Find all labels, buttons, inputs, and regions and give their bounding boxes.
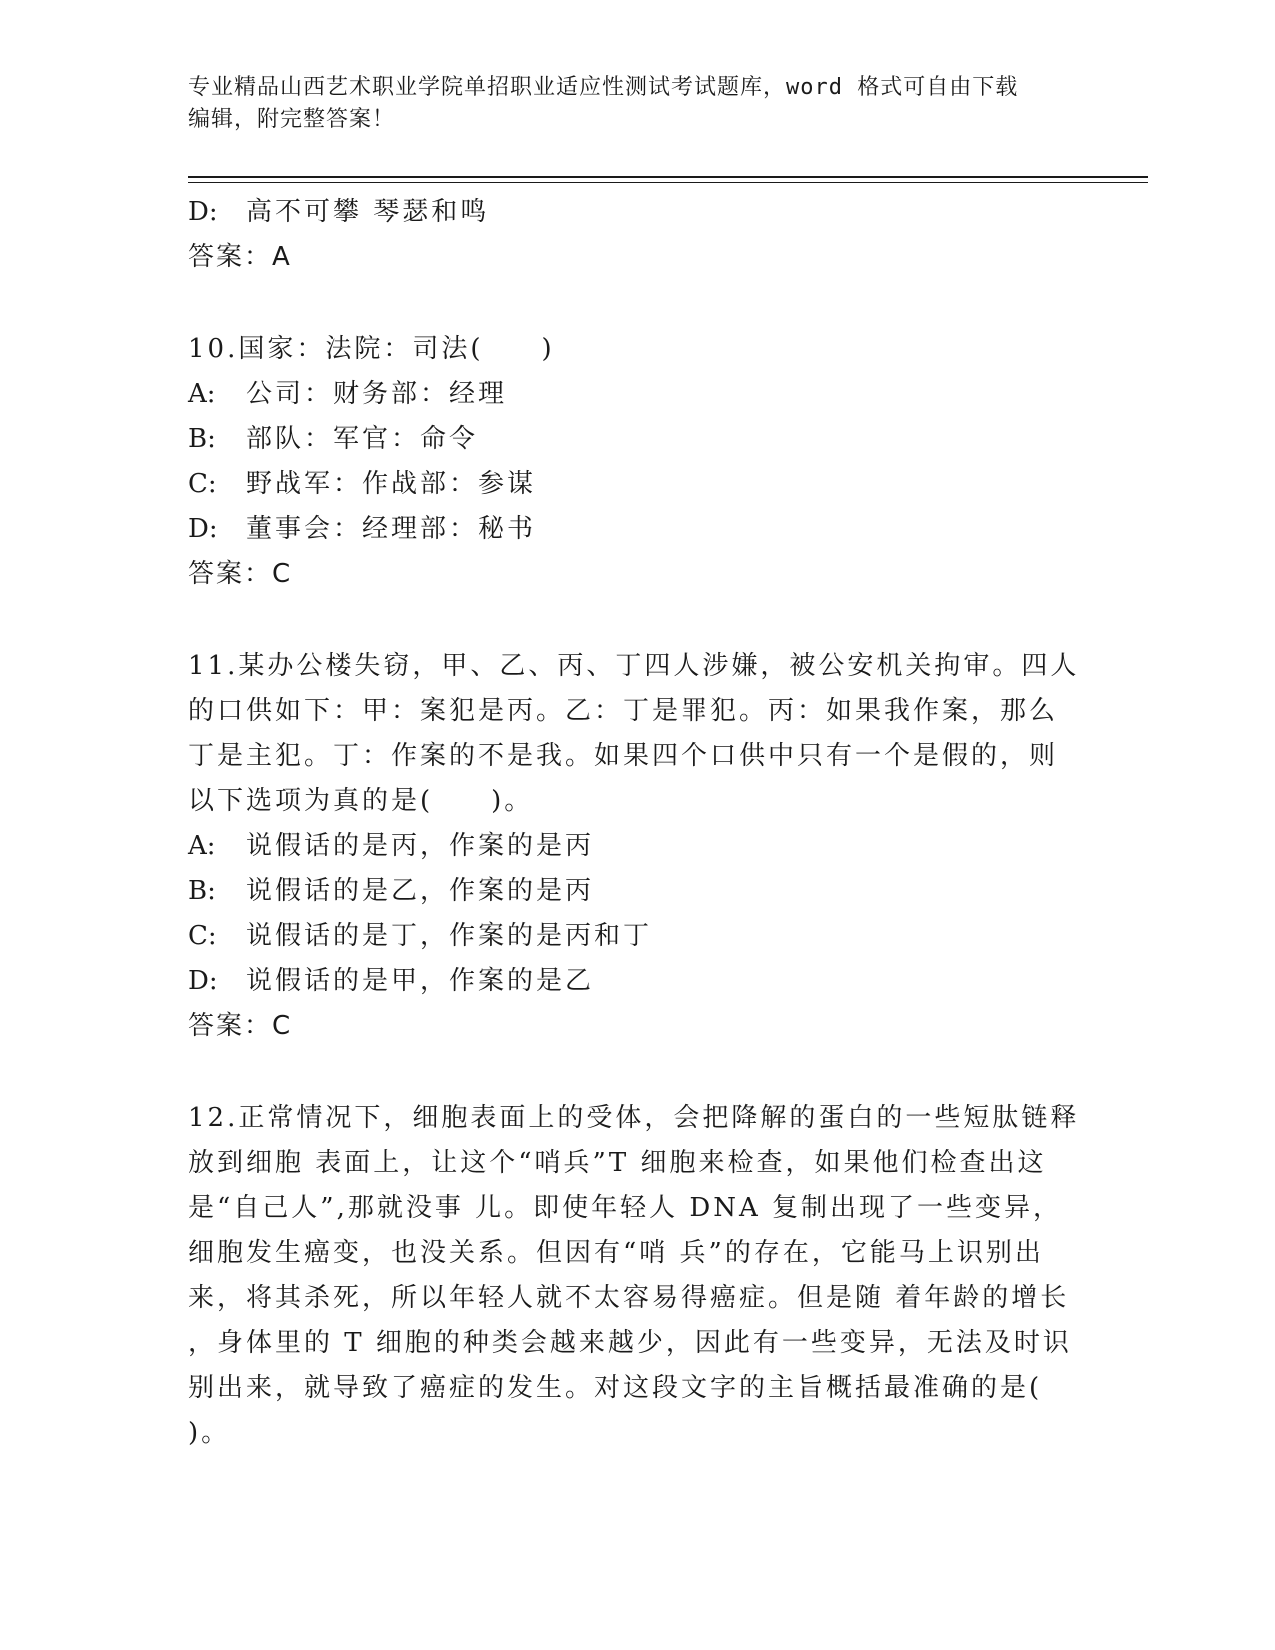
q12-stem-line-1: 12.正常情况下，细胞表面上的受体，会把降解的蛋白的一些短肽链释: [188, 1103, 1080, 1133]
q12-stem-line-4: 细胞发生癌变，也没关系。但因有“哨 兵”的存在，它能马上识别出: [188, 1238, 1044, 1268]
header-line-1: 专业精品山西艺术职业学院单招职业适应性测试考试题库，word 格式可自由下载: [188, 75, 1019, 100]
q11-stem-line-4: 以下选项为真的是( )。: [188, 786, 534, 816]
q11-option-c: [188, 914, 1068, 959]
header-rule-thin: [188, 182, 1148, 183]
q12-stem-line-7: 别出来，就导致了癌症的发生。对这段文字的主旨概括最准确的是(: [188, 1373, 1043, 1403]
q9-answer: 答案：A: [188, 242, 292, 272]
q10-option-d: [188, 507, 1068, 552]
option-label: D:: [188, 197, 218, 227]
option-label: C:: [188, 469, 217, 499]
q11-option-a: [188, 824, 1068, 869]
q10-stem: 10.国家：法院：司法( ): [188, 334, 555, 364]
q10-answer: 答案：C: [188, 559, 293, 589]
option-label: C:: [188, 921, 217, 951]
header-rule-thick: [188, 176, 1148, 178]
q12-stem-line-6: ，身体里的 T 细胞的种类会越来越少，因此有一些变异，无法及时识: [188, 1328, 1072, 1358]
q11-stem-line-2: 的口供如下：甲：案犯是丙。乙：丁是罪犯。丙：如果我作案，那么: [188, 696, 1059, 726]
option-label: A:: [188, 831, 216, 861]
page-header: [188, 72, 1068, 136]
q10-option-a: [188, 372, 1068, 417]
q10-option-b: [188, 417, 1068, 462]
option-label: B:: [188, 424, 216, 454]
q12-stem-line-3: 是“自己人”,那就没事 儿。即使年轻人 DNA 复制出现了一些变异，: [188, 1193, 1063, 1223]
option-text: 说假话的是甲，作案的是乙: [246, 966, 595, 996]
q11-option-d: [188, 959, 1068, 1004]
document-body: [188, 190, 1080, 1456]
q12-stem-line-2: 放到细胞 表面上，让这个“哨兵”T 细胞来检查，如果他们检查出这: [188, 1148, 1047, 1178]
option-label: D:: [188, 514, 218, 544]
q11-answer: 答案：C: [188, 1011, 293, 1041]
option-text: 说假话的是丁，作案的是丙和丁: [246, 921, 653, 951]
q11-stem-line-1: 11.某办公楼失窃，甲、乙、丙、丁四人涉嫌，被公安机关拘审。四人: [188, 651, 1080, 681]
option-label: D:: [188, 966, 218, 996]
q9-option-d: [188, 190, 1068, 235]
option-text: 说假话的是丙，作案的是丙: [246, 831, 595, 861]
q11-option-b: [188, 869, 1068, 914]
option-label: A:: [188, 379, 216, 409]
q12-stem-line-8: )。: [188, 1418, 231, 1448]
option-text: 部队：军官：命令: [246, 424, 479, 454]
q12-stem-line-5: 来，将其杀死，所以年轻人就不太容易得癌症。但是随 着年龄的增长: [188, 1283, 1070, 1313]
option-text: 野战军：作战部：参谋: [246, 469, 537, 499]
option-text: 公司：财务部：经理: [246, 379, 508, 409]
option-text: 说假话的是乙，作案的是丙: [246, 876, 595, 906]
option-label: B:: [188, 876, 216, 906]
q11-stem-line-3: 丁是主犯。丁：作案的不是我。如果四个口供中只有一个是假的，则: [188, 741, 1059, 771]
q10-option-c: [188, 462, 1068, 507]
option-text: 高不可攀 琴瑟和鸣: [246, 197, 490, 227]
header-line-2: 编辑，附完整答案！: [188, 107, 396, 132]
option-text: 董事会：经理部：秘书: [246, 514, 537, 544]
